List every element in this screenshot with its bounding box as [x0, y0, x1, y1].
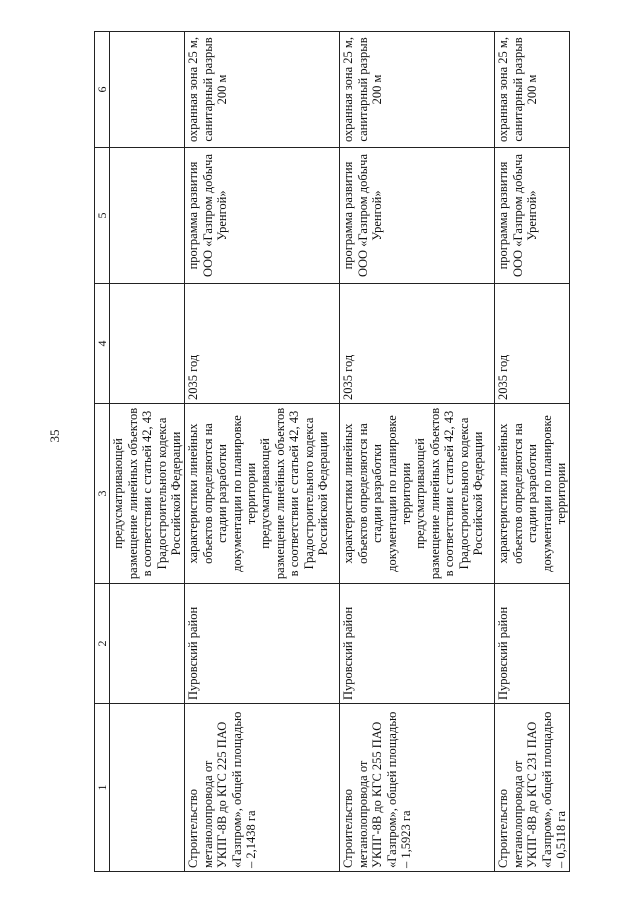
district-cell: Пуровский район: [185, 584, 340, 704]
objects-table: [94, 31, 570, 872]
header-cell-2: 2: [95, 584, 110, 704]
header-cell-3: 3: [95, 404, 110, 584]
district-cell: Пуровский район: [340, 584, 495, 704]
object-name-cell: Строительство метанолопровода от УКПГ-8В до КГС 225 ПАО «Газпром», общей площадью – 2,1438 га: [185, 704, 340, 872]
district-cell: Пуровский район: [495, 584, 570, 704]
object-name-cell: [110, 704, 185, 872]
page-number: 35: [47, 429, 62, 443]
zone-cell: охранная зона 25 м, санитарный разрыв 200 м: [185, 32, 340, 148]
deadline-cell: 2035 год: [185, 284, 340, 404]
zone-cell: охранная зона 25 м, санитарный разрыв 200 м: [495, 32, 570, 148]
characteristics-cell: характеристики линейных объектов определяются на стадии разработки документации по планировке территории предусматривающей размещение линейных объектов в соответствии с статьей 42, 43 Градостроительного кодекса Российской Федерации: [185, 404, 340, 584]
deadline-cell: 2035 год: [495, 284, 570, 404]
table-row-continuation: [110, 32, 185, 872]
rotated-table-container: [94, 32, 584, 872]
table-row: [185, 32, 340, 872]
characteristics-cell: характеристики линейных объектов определяются на стадии разработки документации по планировке территории: [495, 404, 570, 584]
zone-cell: охранная зона 25 м, санитарный разрыв 200 м: [340, 32, 495, 148]
object-name-cell: Строительство метанолопровода от УКПГ-8В до КГС 255 ПАО «Газпром», общей площадью – 1,5923 га: [340, 704, 495, 872]
deadline-cell: 2035 год: [340, 284, 495, 404]
table-header-row: [95, 32, 110, 872]
zone-cell: [110, 32, 185, 148]
program-cell: программа развития ООО «Газпром добыча Уренгой»: [340, 148, 495, 284]
characteristics-cell: характеристики линейных объектов определяются на стадии разработки документации по планировке территории предусматривающей размещение линейных объектов в соответствии с статьей 42, 43 Градостроительного кодекса Российской Федерации: [340, 404, 495, 584]
header-cell-1: 1: [95, 704, 110, 872]
table-row: [495, 32, 570, 872]
program-cell: программа развития ООО «Газпром добыча Уренгой»: [495, 148, 570, 284]
district-cell: [110, 584, 185, 704]
table-row: [340, 32, 495, 872]
header-cell-5: 5: [95, 148, 110, 284]
header-cell-4: 4: [95, 284, 110, 404]
program-cell: программа развития ООО «Газпром добыча Уренгой»: [185, 148, 340, 284]
header-cell-6: 6: [95, 32, 110, 148]
program-cell: [110, 148, 185, 284]
deadline-cell: [110, 284, 185, 404]
characteristics-cell: предусматривающей размещение линейных объектов в соответствии с статьей 42, 43 Градостроительного кодекса Российской Федерации: [110, 404, 185, 584]
object-name-cell: Строительство метанолопровода от УКПГ-8В до КГС 231 ПАО «Газпром», общей площадью – 0,5118 га: [495, 704, 570, 872]
